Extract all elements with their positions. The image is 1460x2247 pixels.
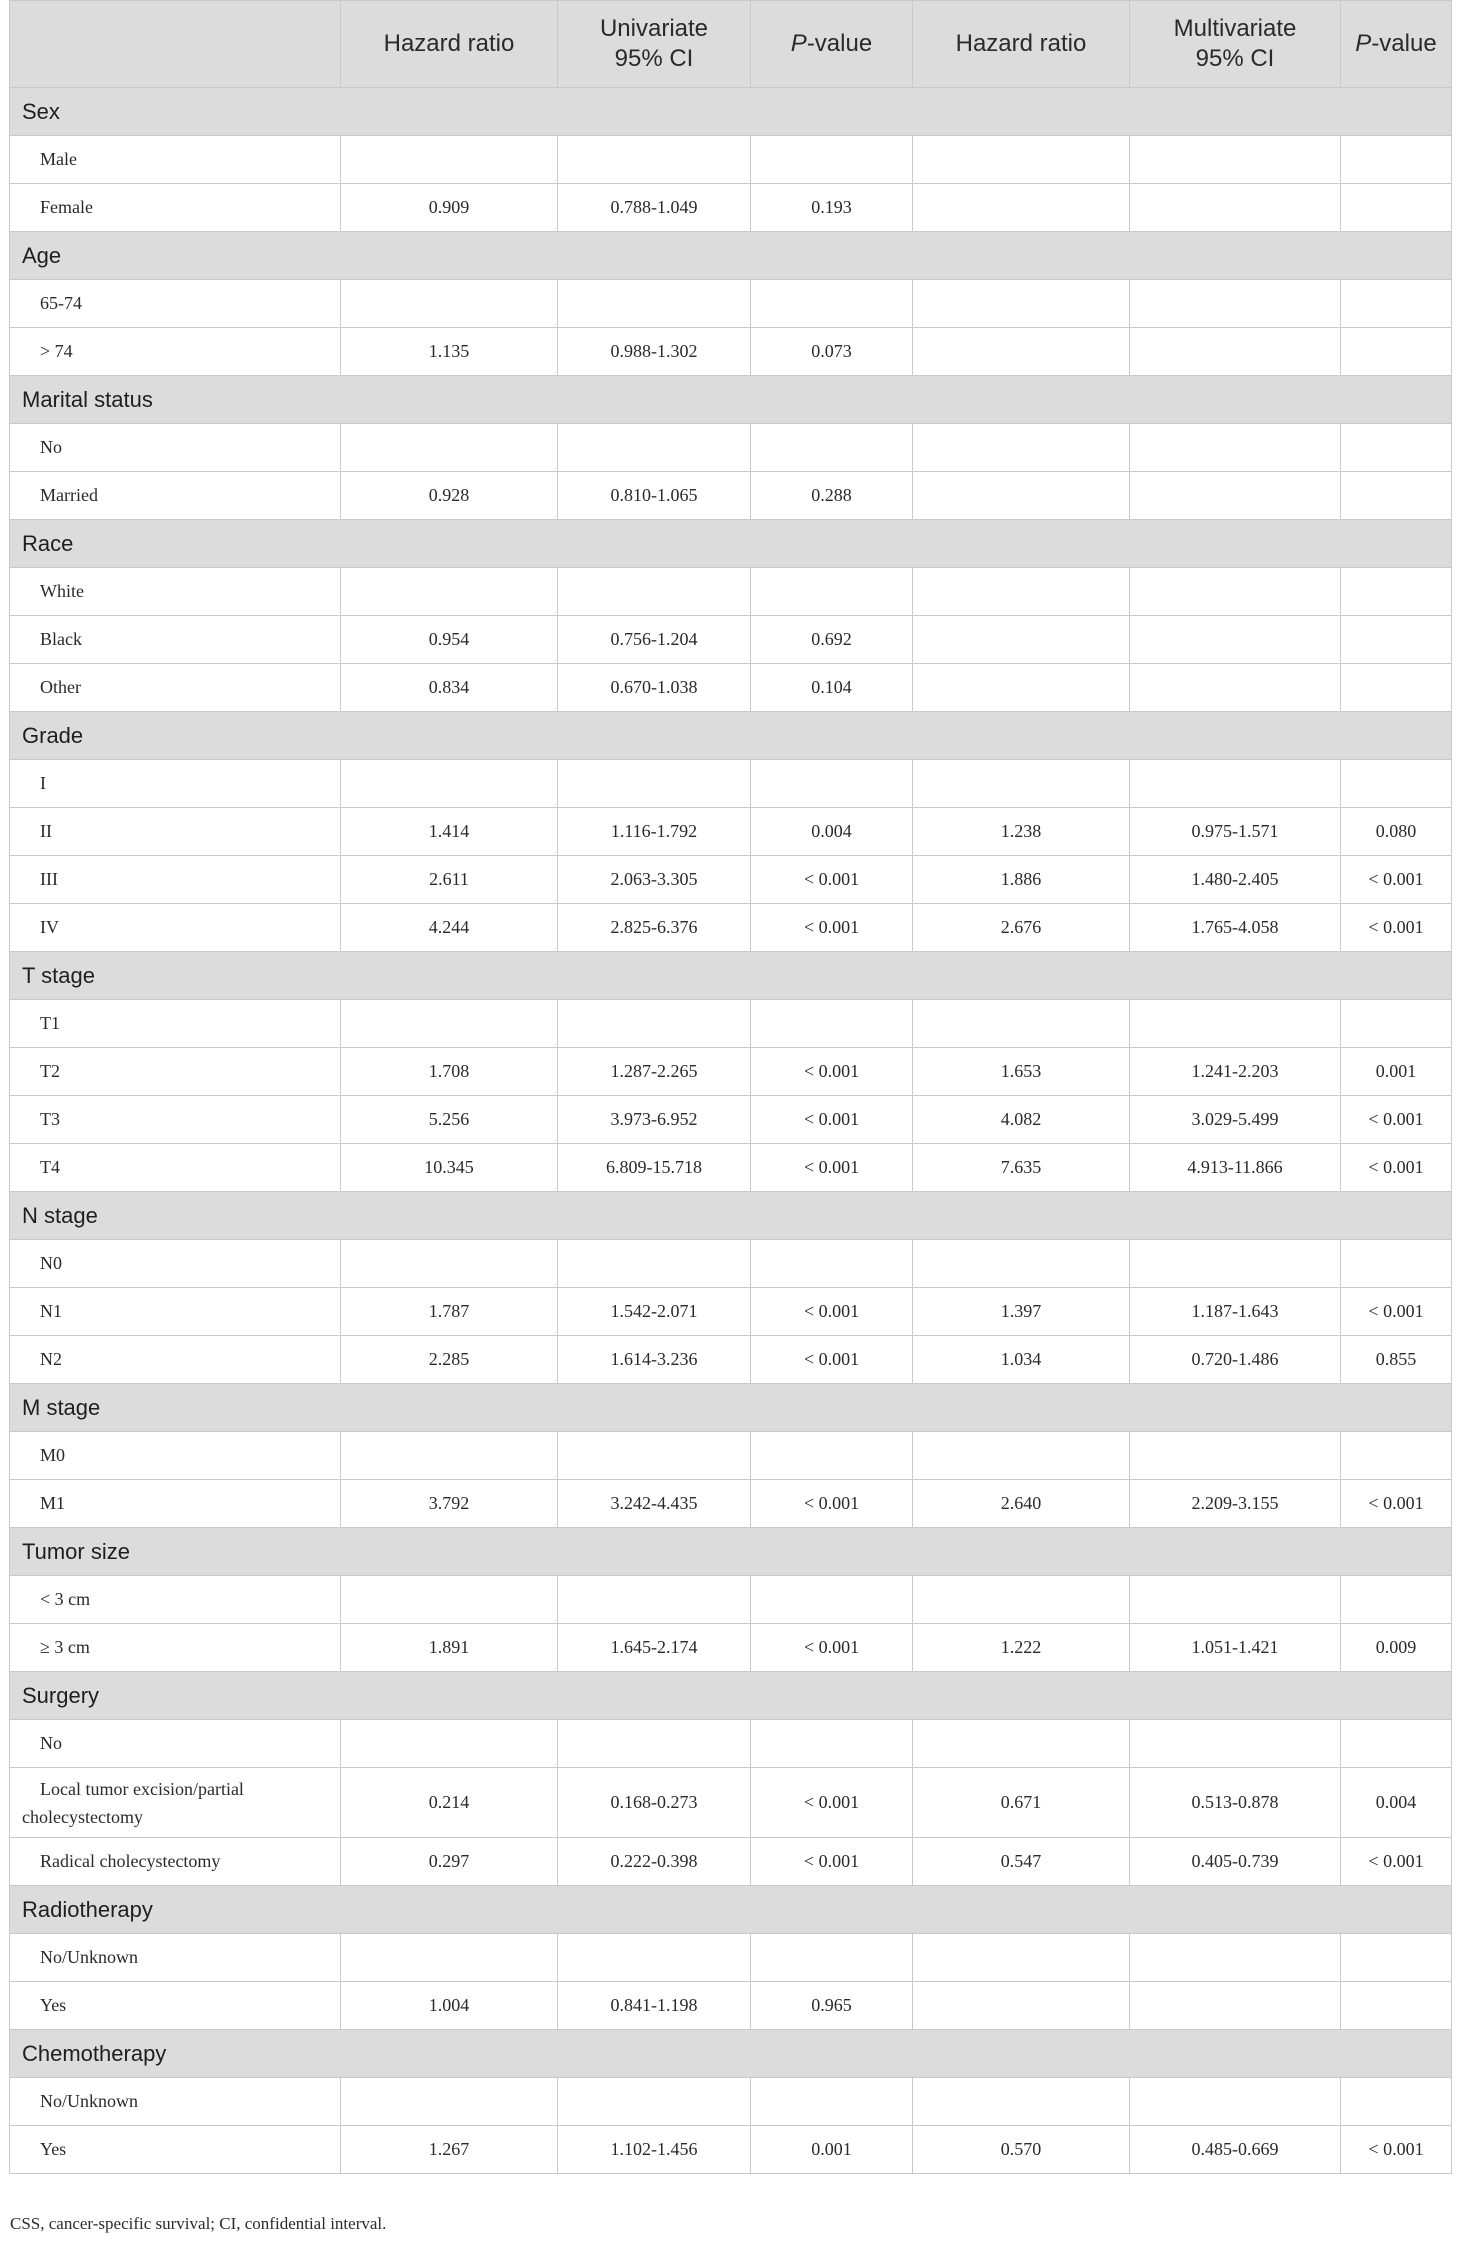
- multivariate-p-value: 0.080: [1341, 808, 1452, 856]
- univariate-hazard-ratio: 0.909: [341, 184, 558, 232]
- univariate-p-value: < 0.001: [751, 1336, 913, 1384]
- table-row: [10, 1048, 1452, 1096]
- univariate-ci: 0.841-1.198: [558, 1982, 751, 2030]
- multivariate-hazard-ratio: [913, 472, 1130, 520]
- multivariate-ci: [1130, 1934, 1341, 1982]
- multivariate-hazard-ratio: [913, 760, 1130, 808]
- univariate-ci: 1.614-3.236: [558, 1336, 751, 1384]
- univariate-p-value: [751, 424, 913, 472]
- table-row: [10, 328, 1452, 376]
- multivariate-p-value: [1341, 616, 1452, 664]
- group-title: N stage: [10, 1192, 1452, 1240]
- header-multivariate-ci-label: 95% CI: [1195, 45, 1275, 72]
- row-label: N0: [10, 1240, 341, 1288]
- table-row: [10, 1096, 1452, 1144]
- multivariate-hazard-ratio: 1.222: [913, 1624, 1130, 1672]
- univariate-ci: 0.756-1.204: [558, 616, 751, 664]
- row-label: Yes: [10, 2126, 341, 2174]
- multivariate-ci: 1.765-4.058: [1130, 904, 1341, 952]
- row-label: T3: [10, 1096, 341, 1144]
- multivariate-p-value: [1341, 184, 1452, 232]
- row-label: Black: [10, 616, 341, 664]
- multivariate-hazard-ratio: 2.676: [913, 904, 1130, 952]
- group-title: Tumor size: [10, 1528, 1452, 1576]
- univariate-hazard-ratio: [341, 1240, 558, 1288]
- row-label: II: [10, 808, 341, 856]
- table-row: [10, 808, 1452, 856]
- multivariate-p-value: 0.004: [1341, 1768, 1452, 1838]
- multivariate-p-value: [1341, 1720, 1452, 1768]
- multivariate-hazard-ratio: [913, 1432, 1130, 1480]
- table-row: [10, 1288, 1452, 1336]
- univariate-hazard-ratio: 1.708: [341, 1048, 558, 1096]
- row-label: > 74: [10, 328, 341, 376]
- row-label: Male: [10, 136, 341, 184]
- header-p-italic: P: [1355, 30, 1372, 57]
- multivariate-hazard-ratio: 4.082: [913, 1096, 1130, 1144]
- univariate-hazard-ratio: [341, 136, 558, 184]
- multivariate-hazard-ratio: [913, 1240, 1130, 1288]
- group-header-row: [10, 2030, 1452, 2078]
- table-row: [10, 1000, 1452, 1048]
- multivariate-p-value: [1341, 280, 1452, 328]
- multivariate-hazard-ratio: 1.238: [913, 808, 1130, 856]
- multivariate-hazard-ratio: [913, 184, 1130, 232]
- group-header-row: [10, 1384, 1452, 1432]
- univariate-p-value: [751, 280, 913, 328]
- table-row: [10, 664, 1452, 712]
- multivariate-p-value: [1341, 1432, 1452, 1480]
- table-row: [10, 1982, 1452, 2030]
- univariate-hazard-ratio: [341, 1934, 558, 1982]
- row-label: Yes: [10, 1982, 341, 2030]
- univariate-hazard-ratio: 0.297: [341, 1838, 558, 1886]
- header-univariate-ci-label: 95% CI: [614, 45, 694, 72]
- univariate-hazard-ratio: 4.244: [341, 904, 558, 952]
- univariate-ci: 0.670-1.038: [558, 664, 751, 712]
- multivariate-hazard-ratio: [913, 328, 1130, 376]
- table-container: [9, 0, 1451, 2174]
- multivariate-p-value: [1341, 424, 1452, 472]
- univariate-p-value: < 0.001: [751, 1288, 913, 1336]
- table-row: [10, 1934, 1452, 1982]
- header-univariate-ci: [558, 1, 751, 88]
- multivariate-p-value: < 0.001: [1341, 1096, 1452, 1144]
- univariate-hazard-ratio: 0.214: [341, 1768, 558, 1838]
- univariate-ci: 1.287-2.265: [558, 1048, 751, 1096]
- multivariate-p-value: [1341, 136, 1452, 184]
- table-row: [10, 1576, 1452, 1624]
- table-row: [10, 280, 1452, 328]
- group-header-row: [10, 1528, 1452, 1576]
- multivariate-hazard-ratio: 1.034: [913, 1336, 1130, 1384]
- row-label: Married: [10, 472, 341, 520]
- multivariate-hazard-ratio: [913, 1000, 1130, 1048]
- row-label-line2: cholecystectomy: [22, 1806, 143, 1827]
- multivariate-p-value: < 0.001: [1341, 1144, 1452, 1192]
- group-header-row: [10, 1192, 1452, 1240]
- table-row: [10, 568, 1452, 616]
- row-label: N1: [10, 1288, 341, 1336]
- group-header-row: [10, 232, 1452, 280]
- univariate-ci: 0.988-1.302: [558, 328, 751, 376]
- univariate-ci: [558, 280, 751, 328]
- multivariate-hazard-ratio: [913, 424, 1130, 472]
- header-multivariate-ci: [1130, 1, 1341, 88]
- row-label: IV: [10, 904, 341, 952]
- cox-regression-table: [9, 0, 1452, 2174]
- univariate-hazard-ratio: [341, 2078, 558, 2126]
- table-row: [10, 1768, 1452, 1838]
- univariate-hazard-ratio: 1.787: [341, 1288, 558, 1336]
- univariate-p-value: < 0.001: [751, 856, 913, 904]
- multivariate-hazard-ratio: 7.635: [913, 1144, 1130, 1192]
- univariate-hazard-ratio: [341, 1720, 558, 1768]
- multivariate-ci: [1130, 280, 1341, 328]
- multivariate-ci: 0.485-0.669: [1130, 2126, 1341, 2174]
- row-label: No/Unknown: [10, 2078, 341, 2126]
- table-row: [10, 2078, 1452, 2126]
- univariate-p-value: < 0.001: [751, 1768, 913, 1838]
- multivariate-p-value: 0.855: [1341, 1336, 1452, 1384]
- multivariate-ci: [1130, 328, 1341, 376]
- header-p-rest: -value: [1371, 30, 1437, 57]
- row-label-line1: Local tumor excision/partial: [40, 1778, 244, 1799]
- univariate-hazard-ratio: [341, 280, 558, 328]
- univariate-hazard-ratio: 1.891: [341, 1624, 558, 1672]
- univariate-hazard-ratio: 1.135: [341, 328, 558, 376]
- multivariate-ci: [1130, 1432, 1341, 1480]
- univariate-hazard-ratio: 0.834: [341, 664, 558, 712]
- table-row: [10, 1480, 1452, 1528]
- multivariate-ci: [1130, 2078, 1341, 2126]
- multivariate-hazard-ratio: 0.671: [913, 1768, 1130, 1838]
- multivariate-ci: 0.975-1.571: [1130, 808, 1341, 856]
- table-row: [10, 760, 1452, 808]
- univariate-hazard-ratio: [341, 1000, 558, 1048]
- univariate-ci: [558, 1576, 751, 1624]
- row-label: < 3 cm: [10, 1576, 341, 1624]
- univariate-hazard-ratio: 2.285: [341, 1336, 558, 1384]
- group-title: Chemotherapy: [10, 2030, 1452, 2078]
- row-label: T2: [10, 1048, 341, 1096]
- univariate-p-value: < 0.001: [751, 1838, 913, 1886]
- univariate-p-value: [751, 1934, 913, 1982]
- header-univariate-hazard-ratio: Hazard ratio: [341, 1, 558, 88]
- univariate-p-value: [751, 1576, 913, 1624]
- univariate-ci: 1.116-1.792: [558, 808, 751, 856]
- univariate-ci: 2.825-6.376: [558, 904, 751, 952]
- table-row: [10, 472, 1452, 520]
- table-row: [10, 1624, 1452, 1672]
- row-label: 65-74: [10, 280, 341, 328]
- multivariate-p-value: < 0.001: [1341, 904, 1452, 952]
- univariate-ci: 6.809-15.718: [558, 1144, 751, 1192]
- multivariate-hazard-ratio: 1.397: [913, 1288, 1130, 1336]
- univariate-p-value: 0.004: [751, 808, 913, 856]
- row-label: ≥ 3 cm: [10, 1624, 341, 1672]
- multivariate-p-value: [1341, 1934, 1452, 1982]
- multivariate-p-value: [1341, 568, 1452, 616]
- univariate-hazard-ratio: [341, 760, 558, 808]
- multivariate-ci: 1.051-1.421: [1130, 1624, 1341, 1672]
- row-label: No/Unknown: [10, 1934, 341, 1982]
- group-title: T stage: [10, 952, 1452, 1000]
- table-row: [10, 1144, 1452, 1192]
- multivariate-p-value: 0.009: [1341, 1624, 1452, 1672]
- univariate-p-value: 0.001: [751, 2126, 913, 2174]
- group-title: Marital status: [10, 376, 1452, 424]
- multivariate-ci: 0.405-0.739: [1130, 1838, 1341, 1886]
- multivariate-hazard-ratio: 2.640: [913, 1480, 1130, 1528]
- multivariate-ci: [1130, 616, 1341, 664]
- multivariate-hazard-ratio: 1.653: [913, 1048, 1130, 1096]
- group-title: Age: [10, 232, 1452, 280]
- univariate-hazard-ratio: 10.345: [341, 1144, 558, 1192]
- multivariate-p-value: < 0.001: [1341, 1288, 1452, 1336]
- univariate-ci: 1.645-2.174: [558, 1624, 751, 1672]
- multivariate-p-value: [1341, 1576, 1452, 1624]
- univariate-hazard-ratio: 1.414: [341, 808, 558, 856]
- table-row: [10, 1720, 1452, 1768]
- row-label: Female: [10, 184, 341, 232]
- table-row: [10, 1336, 1452, 1384]
- row-label: T4: [10, 1144, 341, 1192]
- group-title: M stage: [10, 1384, 1452, 1432]
- header-p-rest: -value: [806, 30, 873, 57]
- univariate-hazard-ratio: [341, 568, 558, 616]
- multivariate-p-value: [1341, 1982, 1452, 2030]
- univariate-p-value: [751, 760, 913, 808]
- univariate-p-value: < 0.001: [751, 1096, 913, 1144]
- table-header: [10, 1, 1452, 88]
- univariate-hazard-ratio: 0.928: [341, 472, 558, 520]
- univariate-p-value: 0.073: [751, 328, 913, 376]
- univariate-hazard-ratio: [341, 424, 558, 472]
- univariate-p-value: [751, 568, 913, 616]
- multivariate-p-value: [1341, 1000, 1452, 1048]
- multivariate-ci: 1.241-2.203: [1130, 1048, 1341, 1096]
- header-univariate-label: Univariate: [599, 15, 709, 42]
- univariate-hazard-ratio: 1.267: [341, 2126, 558, 2174]
- univariate-p-value: 0.692: [751, 616, 913, 664]
- multivariate-ci: [1130, 760, 1341, 808]
- univariate-hazard-ratio: [341, 1432, 558, 1480]
- univariate-ci: [558, 760, 751, 808]
- header-multivariate-p-value: [1341, 1, 1452, 88]
- row-label: No: [10, 1720, 341, 1768]
- univariate-p-value: [751, 1432, 913, 1480]
- univariate-p-value: 0.104: [751, 664, 913, 712]
- table-row: [10, 616, 1452, 664]
- univariate-ci: 3.973-6.952: [558, 1096, 751, 1144]
- multivariate-p-value: < 0.001: [1341, 1480, 1452, 1528]
- table-row: [10, 1432, 1452, 1480]
- univariate-ci: 1.102-1.456: [558, 2126, 751, 2174]
- univariate-p-value: 0.965: [751, 1982, 913, 2030]
- multivariate-hazard-ratio: [913, 568, 1130, 616]
- univariate-ci: [558, 2078, 751, 2126]
- group-title: Grade: [10, 712, 1452, 760]
- multivariate-p-value: < 0.001: [1341, 2126, 1452, 2174]
- multivariate-ci: [1130, 1576, 1341, 1624]
- univariate-p-value: 0.193: [751, 184, 913, 232]
- multivariate-ci: [1130, 1720, 1341, 1768]
- group-title: Race: [10, 520, 1452, 568]
- row-label: [10, 1768, 341, 1838]
- univariate-p-value: < 0.001: [751, 1624, 913, 1672]
- multivariate-hazard-ratio: 0.570: [913, 2126, 1130, 2174]
- group-header-row: [10, 1886, 1452, 1934]
- univariate-p-value: < 0.001: [751, 1048, 913, 1096]
- univariate-ci: 3.242-4.435: [558, 1480, 751, 1528]
- univariate-p-value: [751, 1000, 913, 1048]
- multivariate-hazard-ratio: [913, 616, 1130, 664]
- table-row: [10, 2126, 1452, 2174]
- univariate-ci: [558, 1432, 751, 1480]
- group-header-row: [10, 1672, 1452, 1720]
- univariate-ci: [558, 1720, 751, 1768]
- univariate-p-value: [751, 1720, 913, 1768]
- multivariate-hazard-ratio: [913, 1982, 1130, 2030]
- row-label: N2: [10, 1336, 341, 1384]
- group-header-row: [10, 376, 1452, 424]
- univariate-p-value: [751, 136, 913, 184]
- header-multivariate-hazard-ratio: Hazard ratio: [913, 1, 1130, 88]
- univariate-ci: [558, 1934, 751, 1982]
- row-label: III: [10, 856, 341, 904]
- group-title: Surgery: [10, 1672, 1452, 1720]
- univariate-p-value: < 0.001: [751, 1480, 913, 1528]
- univariate-hazard-ratio: 2.611: [341, 856, 558, 904]
- multivariate-p-value: [1341, 1240, 1452, 1288]
- univariate-ci: [558, 1240, 751, 1288]
- univariate-p-value: [751, 1240, 913, 1288]
- table-row: [10, 856, 1452, 904]
- multivariate-ci: 0.720-1.486: [1130, 1336, 1341, 1384]
- multivariate-ci: 0.513-0.878: [1130, 1768, 1341, 1838]
- multivariate-ci: 3.029-5.499: [1130, 1096, 1341, 1144]
- row-label: Radical cholecystectomy: [10, 1838, 341, 1886]
- table-row: [10, 1240, 1452, 1288]
- univariate-ci: 2.063-3.305: [558, 856, 751, 904]
- multivariate-ci: 1.187-1.643: [1130, 1288, 1341, 1336]
- univariate-hazard-ratio: 3.792: [341, 1480, 558, 1528]
- multivariate-p-value: [1341, 664, 1452, 712]
- group-title: Sex: [10, 88, 1452, 136]
- row-label: M1: [10, 1480, 341, 1528]
- multivariate-p-value: [1341, 2078, 1452, 2126]
- multivariate-hazard-ratio: [913, 136, 1130, 184]
- multivariate-hazard-ratio: [913, 1576, 1130, 1624]
- univariate-hazard-ratio: [341, 1576, 558, 1624]
- multivariate-ci: 2.209-3.155: [1130, 1480, 1341, 1528]
- univariate-ci: [558, 136, 751, 184]
- multivariate-hazard-ratio: [913, 280, 1130, 328]
- table-row: [10, 904, 1452, 952]
- multivariate-ci: 4.913-11.866: [1130, 1144, 1341, 1192]
- univariate-hazard-ratio: 5.256: [341, 1096, 558, 1144]
- multivariate-p-value: < 0.001: [1341, 1838, 1452, 1886]
- table-row: [10, 1838, 1452, 1886]
- multivariate-hazard-ratio: [913, 1934, 1130, 1982]
- multivariate-hazard-ratio: 1.886: [913, 856, 1130, 904]
- table-row: [10, 184, 1452, 232]
- univariate-p-value: 0.288: [751, 472, 913, 520]
- multivariate-ci: [1130, 472, 1341, 520]
- table-footnote: CSS, cancer-specific survival; CI, confidential interval.: [10, 2214, 387, 2233]
- multivariate-hazard-ratio: 0.547: [913, 1838, 1130, 1886]
- header-p-italic: P: [790, 30, 807, 57]
- row-label: Other: [10, 664, 341, 712]
- univariate-hazard-ratio: 0.954: [341, 616, 558, 664]
- multivariate-ci: [1130, 664, 1341, 712]
- multivariate-p-value: [1341, 760, 1452, 808]
- row-label: White: [10, 568, 341, 616]
- univariate-ci: 1.542-2.071: [558, 1288, 751, 1336]
- table-body: [10, 88, 1452, 2174]
- multivariate-ci: [1130, 1000, 1341, 1048]
- multivariate-p-value: [1341, 328, 1452, 376]
- multivariate-ci: [1130, 1240, 1341, 1288]
- multivariate-ci: [1130, 568, 1341, 616]
- univariate-ci: [558, 424, 751, 472]
- group-header-row: [10, 88, 1452, 136]
- univariate-ci: 0.810-1.065: [558, 472, 751, 520]
- header-univariate-p-value: [751, 1, 913, 88]
- multivariate-ci: [1130, 136, 1341, 184]
- group-header-row: [10, 712, 1452, 760]
- univariate-ci: 0.788-1.049: [558, 184, 751, 232]
- multivariate-ci: 1.480-2.405: [1130, 856, 1341, 904]
- univariate-p-value: < 0.001: [751, 904, 913, 952]
- univariate-ci: [558, 1000, 751, 1048]
- multivariate-hazard-ratio: [913, 664, 1130, 712]
- group-header-row: [10, 952, 1452, 1000]
- multivariate-p-value: 0.001: [1341, 1048, 1452, 1096]
- multivariate-ci: [1130, 184, 1341, 232]
- row-label: M0: [10, 1432, 341, 1480]
- group-title: Radiotherapy: [10, 1886, 1452, 1934]
- multivariate-p-value: [1341, 472, 1452, 520]
- univariate-ci: 0.168-0.273: [558, 1768, 751, 1838]
- multivariate-ci: [1130, 424, 1341, 472]
- table-row: [10, 424, 1452, 472]
- univariate-p-value: [751, 2078, 913, 2126]
- univariate-ci: 0.222-0.398: [558, 1838, 751, 1886]
- header-variable: [10, 1, 341, 88]
- table-row: [10, 136, 1452, 184]
- univariate-ci: [558, 568, 751, 616]
- univariate-p-value: < 0.001: [751, 1144, 913, 1192]
- multivariate-ci: [1130, 1982, 1341, 2030]
- row-label: No: [10, 424, 341, 472]
- row-label: I: [10, 760, 341, 808]
- group-header-row: [10, 520, 1452, 568]
- multivariate-p-value: < 0.001: [1341, 856, 1452, 904]
- row-label: T1: [10, 1000, 341, 1048]
- header-multivariate-label: Multivariate: [1173, 15, 1297, 42]
- multivariate-hazard-ratio: [913, 2078, 1130, 2126]
- univariate-hazard-ratio: 1.004: [341, 1982, 558, 2030]
- multivariate-hazard-ratio: [913, 1720, 1130, 1768]
